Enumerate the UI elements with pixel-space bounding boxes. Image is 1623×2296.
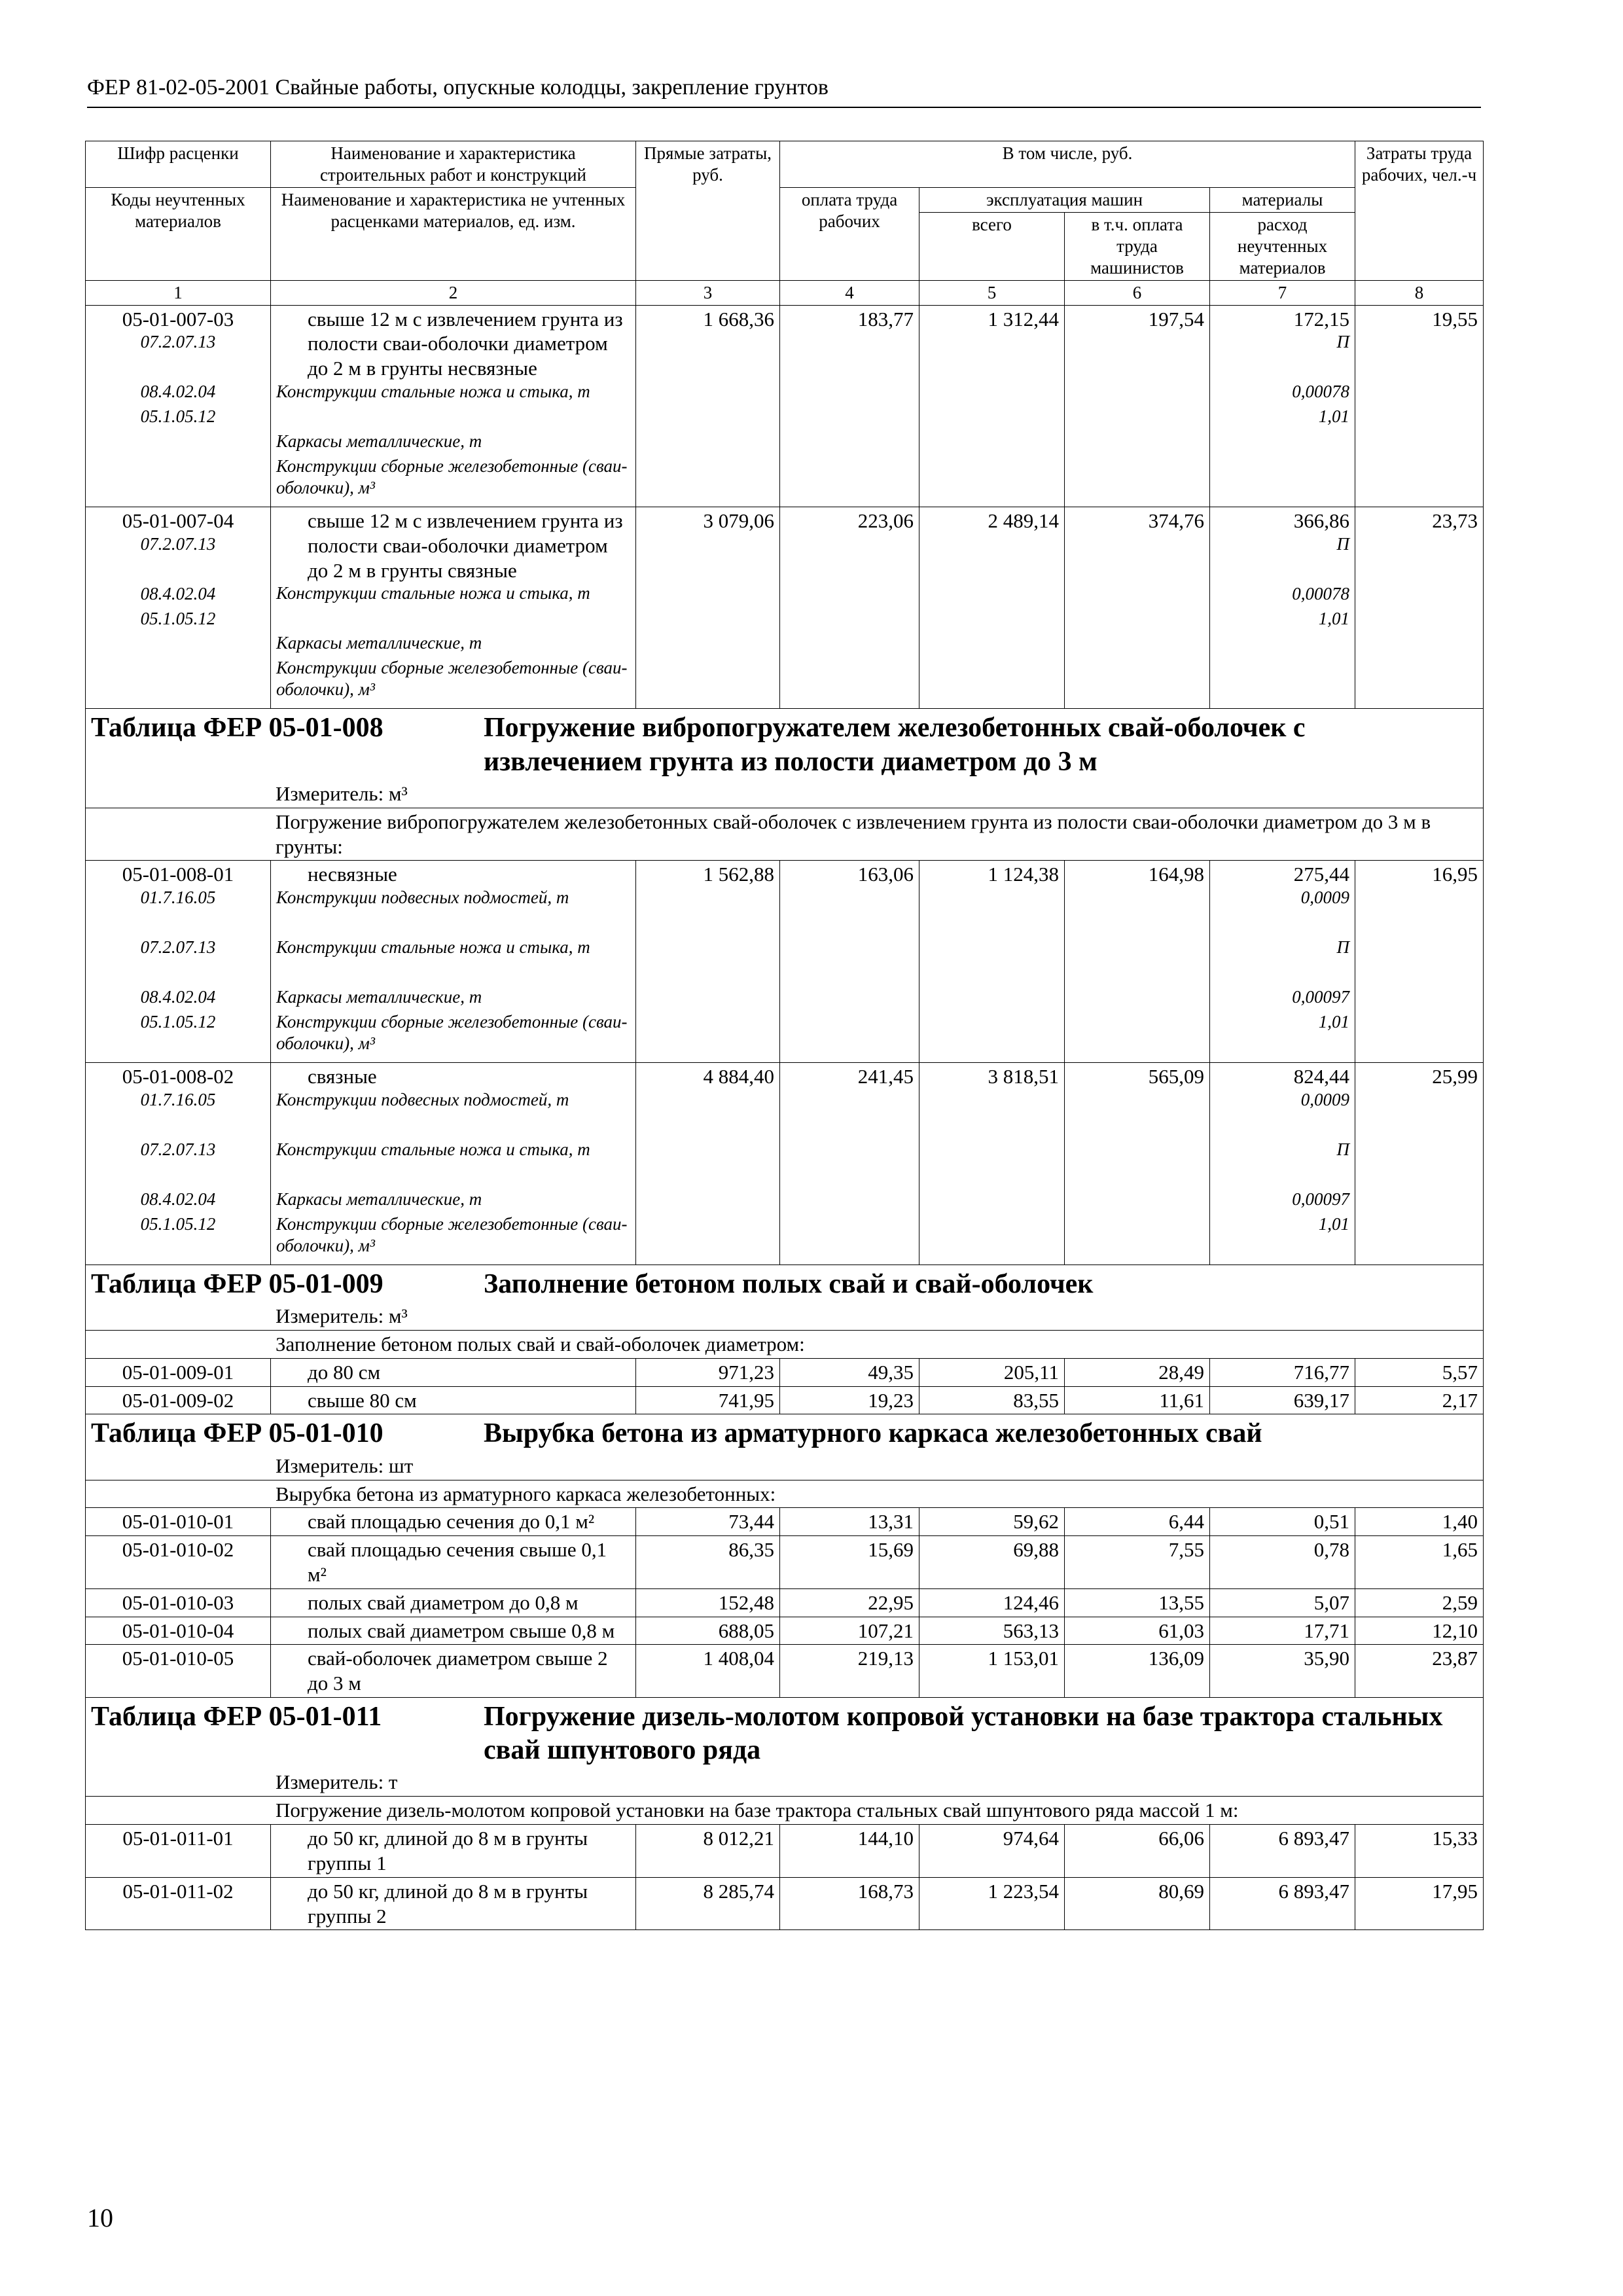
rate-code: 05-01-010-04: [122, 1619, 234, 1642]
rate-row: [86, 1508, 1484, 1536]
col-materials: материалы: [1210, 187, 1355, 212]
labor-cost: 22,95: [780, 1588, 919, 1617]
machines-cost: 69,88: [919, 1536, 1065, 1589]
material-name: Конструкции сборные железобетонные (сваи-оболочки), м³: [276, 456, 628, 497]
rate-code: 05-01-009-01: [122, 1360, 234, 1384]
materials-value: 824,44: [1293, 1065, 1350, 1088]
rate-code-cell: [86, 1645, 271, 1698]
machines-cost: 1 153,01: [919, 1645, 1065, 1698]
direct-cost: 73,44: [636, 1508, 780, 1536]
material-code: 07.2.07.13: [140, 937, 216, 958]
machines-cost: 3 818,51: [919, 1063, 1065, 1265]
col-incl: В том числе, руб.: [780, 141, 1355, 188]
intro-row: [86, 1797, 1484, 1825]
material-consumption: П: [1336, 533, 1350, 554]
labor-cost: 15,69: [780, 1536, 919, 1589]
col-machines-labor: в т.ч. оплата труда машинистов: [1065, 212, 1210, 280]
rate-row: [86, 507, 1484, 709]
worker-hours: 19,55: [1355, 305, 1484, 507]
labor-cost: 241,45: [780, 1063, 919, 1265]
machinist-labor-cost: 197,54: [1065, 305, 1210, 507]
column-number: 6: [1065, 280, 1210, 305]
materials-value: 366,86: [1293, 509, 1350, 532]
labor-cost: 183,77: [780, 305, 919, 507]
materials-cell: [1210, 1645, 1355, 1698]
rate-row: [86, 305, 1484, 507]
machines-cost: 205,11: [919, 1358, 1065, 1386]
labor-cost: 19,23: [780, 1386, 919, 1414]
worker-hours: 16,95: [1355, 861, 1484, 1063]
rate-code-cell: [86, 305, 271, 507]
measure-unit: Измеритель: м³: [86, 780, 1484, 808]
table-name: Погружение дизель-молотом копровой установки на базе трактора стальных свай шпунтового ряда: [484, 1702, 1443, 1766]
material-name: Каркасы металлические, т: [276, 1189, 482, 1209]
materials-value: 275,44: [1293, 863, 1350, 886]
materials-value: 639,17: [1293, 1388, 1350, 1412]
material-name: Конструкции стальные ножа и стыка, т: [276, 1139, 590, 1159]
material-consumption: 0,00078: [1292, 583, 1350, 603]
worker-hours: 15,33: [1355, 1825, 1484, 1878]
materials-cell: [1210, 1617, 1355, 1645]
rate-row: [86, 861, 1484, 1063]
material-consumption: 1,01: [1318, 608, 1350, 628]
direct-cost: 1 668,36: [636, 305, 780, 507]
materials-cell: [1210, 1508, 1355, 1536]
material-code: 07.2.07.13: [140, 1139, 216, 1159]
materials-value: 6 893,47: [1278, 1827, 1350, 1850]
column-number: 2: [271, 280, 636, 305]
materials-cell: [1210, 1825, 1355, 1878]
intro-row: [86, 1480, 1484, 1508]
machinist-labor-cost: 6,44: [1065, 1508, 1210, 1536]
rate-code-cell: [86, 1386, 271, 1414]
rate-name: свай-оболочек диаметром свыше 2 до 3 м: [308, 1647, 608, 1695]
direct-cost: 688,05: [636, 1617, 780, 1645]
table-title: [86, 1265, 1484, 1302]
rate-name-cell: [271, 1386, 636, 1414]
direct-cost: 741,95: [636, 1386, 780, 1414]
material-code: 01.7.16.05: [140, 1089, 216, 1109]
material-code: 08.4.02.04: [140, 1189, 216, 1209]
page-header: ФЕР 81-02-05-2001 Свайные работы, опускные колодцы, закрепление грунтов: [87, 75, 1481, 108]
col-machines-total: всего: [919, 212, 1065, 280]
materials-cell: [1210, 1536, 1355, 1589]
machinist-labor-cost: 136,09: [1065, 1645, 1210, 1698]
material-name: Конструкции подвесных подмостей, т: [276, 888, 569, 908]
worker-hours: 5,57: [1355, 1358, 1484, 1386]
material-name: Конструкции подвесных подмостей, т: [276, 1089, 569, 1109]
material-consumption: 0,0009: [1300, 1089, 1350, 1109]
rate-name: свай площадью сечения до 0,1 м²: [308, 1510, 595, 1534]
rate-name: связные: [308, 1065, 377, 1088]
rate-code-cell: [86, 1877, 271, 1930]
direct-cost: 8 285,74: [636, 1877, 780, 1930]
rate-name: до 50 кг, длиной до 8 м в грунты группы 2: [308, 1879, 588, 1928]
material-code: 05.1.05.12: [140, 1012, 216, 1032]
worker-hours: 1,65: [1355, 1536, 1484, 1589]
table-title-row: [86, 709, 1484, 780]
measure-row: [86, 1302, 1484, 1330]
rate-name: свыше 12 м с извлечением грунта из полости сваи-оболочки диаметром до 2 м в грунты связные: [308, 509, 623, 582]
material-consumption: 1,01: [1318, 406, 1350, 427]
materials-cell: [1210, 1877, 1355, 1930]
materials-value: 716,77: [1293, 1360, 1350, 1384]
page-number: 10: [87, 2203, 113, 2233]
materials-cell: [1210, 1386, 1355, 1414]
table-code: Таблица ФЕР 05-01-008: [91, 713, 383, 744]
column-number: 7: [1210, 280, 1355, 305]
machines-cost: 83,55: [919, 1386, 1065, 1414]
table-code: Таблица ФЕР 05-01-010: [91, 1418, 383, 1449]
table-intro: Вырубка бетона из арматурного каркаса железобетонных:: [86, 1480, 1484, 1508]
rate-code: 05-01-010-01: [122, 1510, 234, 1534]
table-code: Таблица ФЕР 05-01-009: [91, 1268, 383, 1299]
materials-cell: [1210, 507, 1355, 709]
rate-name-cell: [271, 1617, 636, 1645]
material-consumption: 1,01: [1318, 1213, 1350, 1234]
rate-name: свыше 12 м с извлечением грунта из полости сваи-оболочки диаметром до 2 м в грунты несвязные: [308, 307, 623, 380]
direct-cost: 152,48: [636, 1588, 780, 1617]
rate-row: [86, 1588, 1484, 1617]
material-code: 01.7.16.05: [140, 888, 216, 908]
header-row-2: [86, 187, 1484, 212]
table-name: Вырубка бетона из арматурного каркаса железобетонных свай: [484, 1418, 1262, 1449]
machines-cost: 124,46: [919, 1588, 1065, 1617]
table-title: [86, 709, 1484, 780]
rates-table: [85, 141, 1484, 1930]
rate-code-cell: [86, 1588, 271, 1617]
column-number: 1: [86, 280, 271, 305]
rate-code-cell: [86, 1063, 271, 1265]
rate-name-cell: [271, 1508, 636, 1536]
direct-cost: 4 884,40: [636, 1063, 780, 1265]
material-name: Конструкции стальные ножа и стыка, т: [276, 583, 590, 603]
material-consumption: 0,00078: [1292, 382, 1350, 402]
rate-code-cell: [86, 1536, 271, 1589]
material-consumption: П: [1336, 937, 1350, 958]
direct-cost: 86,35: [636, 1536, 780, 1589]
measure-row: [86, 1452, 1484, 1480]
rate-name: полых свай диаметром свыше 0,8 м: [308, 1619, 615, 1642]
col-workers: Затраты труда рабочих, чел.-ч: [1355, 141, 1484, 281]
rate-name-cell: [271, 1536, 636, 1589]
machines-cost: 563,13: [919, 1617, 1065, 1645]
rate-code: 05-01-011-02: [122, 1879, 234, 1903]
rate-code: 05-01-007-03: [122, 307, 234, 331]
worker-hours: 1,40: [1355, 1508, 1484, 1536]
material-name: Каркасы металлические, т: [276, 633, 482, 653]
rate-code-cell: [86, 1358, 271, 1386]
material-name: Конструкции стальные ножа и стыка, т: [276, 382, 590, 401]
rate-code: 05-01-008-02: [122, 1065, 234, 1088]
material-code: 07.2.07.13: [140, 332, 216, 352]
col-codes: Коды неучтенных материалов: [86, 187, 271, 280]
rate-row: [86, 1386, 1484, 1414]
table-title-row: [86, 1698, 1484, 1769]
machines-cost: 2 489,14: [919, 507, 1065, 709]
rate-code: 05-01-008-01: [122, 863, 234, 886]
column-number: 8: [1355, 280, 1484, 305]
material-name: Конструкции сборные железобетонные (сваи-оболочки), м³: [276, 658, 628, 700]
rate-code: 05-01-009-02: [122, 1388, 234, 1412]
rate-row: [86, 1536, 1484, 1589]
rate-name: свай площадью сечения свыше 0,1 м²: [308, 1538, 607, 1586]
material-name: Конструкции сборные железобетонные (сваи-оболочки), м³: [276, 1213, 628, 1255]
material-consumption: П: [1336, 1139, 1350, 1159]
material-code: 05.1.05.12: [140, 1213, 216, 1234]
labor-cost: 223,06: [780, 507, 919, 709]
material-code: 08.4.02.04: [140, 987, 216, 1007]
rate-code-cell: [86, 1508, 271, 1536]
material-consumption: 0,0009: [1300, 888, 1350, 908]
material-code: 08.4.02.04: [140, 583, 216, 603]
rate-name: полых свай диаметром до 0,8 м: [308, 1590, 579, 1614]
materials-value: 0,51: [1313, 1510, 1350, 1534]
rate-name: свыше 80 см: [308, 1388, 417, 1412]
labor-cost: 168,73: [780, 1877, 919, 1930]
rate-code-cell: [86, 861, 271, 1063]
materials-value: 5,07: [1313, 1590, 1350, 1614]
machinist-labor-cost: 66,06: [1065, 1825, 1210, 1878]
col-materials-unacc: расход неучтенных материалов: [1210, 212, 1355, 280]
table-title: [86, 1698, 1484, 1769]
col-labor: оплата труда рабочих: [780, 187, 919, 280]
material-code: 07.2.07.13: [140, 533, 216, 554]
rate-name-cell: [271, 305, 636, 507]
column-numbers-row: [86, 280, 1484, 305]
material-consumption: 1,01: [1318, 1012, 1350, 1032]
rate-row: [86, 1358, 1484, 1386]
header-row-1: [86, 141, 1484, 188]
rate-code: 05-01-010-05: [122, 1647, 234, 1670]
column-number: 5: [919, 280, 1065, 305]
machinist-labor-cost: 565,09: [1065, 1063, 1210, 1265]
material-code: 05.1.05.12: [140, 406, 216, 427]
rate-name-cell: [271, 1358, 636, 1386]
table-intro: Заполнение бетоном полых свай и свай-оболочек диаметром:: [86, 1331, 1484, 1359]
table-title-row: [86, 1414, 1484, 1452]
measure-row: [86, 1768, 1484, 1796]
labor-cost: 163,06: [780, 861, 919, 1063]
intro-row: [86, 1331, 1484, 1359]
rate-name: до 80 см: [308, 1360, 381, 1384]
machinist-labor-cost: 61,03: [1065, 1617, 1210, 1645]
rate-code: 05-01-007-04: [122, 509, 234, 532]
rate-row: [86, 1645, 1484, 1698]
col-name-top: Наименование и характеристика строительных работ и конструкций: [271, 141, 636, 188]
table-intro: Погружение дизель-молотом копровой установки на базе трактора стальных свай шпунтового ряда массой 1 м:: [86, 1797, 1484, 1825]
rate-name-cell: [271, 1063, 636, 1265]
materials-cell: [1210, 1588, 1355, 1617]
rate-name-cell: [271, 507, 636, 709]
rate-row: [86, 1825, 1484, 1878]
rate-code-cell: [86, 1825, 271, 1878]
worker-hours: 12,10: [1355, 1617, 1484, 1645]
direct-cost: 8 012,21: [636, 1825, 780, 1878]
rate-row: [86, 1877, 1484, 1930]
rate-name: до 50 кг, длиной до 8 м в грунты группы 1: [308, 1827, 588, 1874]
materials-cell: [1210, 1358, 1355, 1386]
column-number: 3: [636, 280, 780, 305]
materials-cell: [1210, 1063, 1355, 1265]
labor-cost: 107,21: [780, 1617, 919, 1645]
labor-cost: 219,13: [780, 1645, 919, 1698]
material-consumption: П: [1336, 332, 1350, 352]
material-code: 05.1.05.12: [140, 608, 216, 628]
material-name: Конструкции стальные ножа и стыка, т: [276, 937, 590, 958]
direct-cost: 1 408,04: [636, 1645, 780, 1698]
rate-row: [86, 1617, 1484, 1645]
table-title-row: [86, 1265, 1484, 1302]
rate-name-cell: [271, 1645, 636, 1698]
worker-hours: 25,99: [1355, 1063, 1484, 1265]
labor-cost: 13,31: [780, 1508, 919, 1536]
measure-row: [86, 780, 1484, 808]
material-consumption: 0,00097: [1292, 987, 1350, 1007]
labor-cost: 49,35: [780, 1358, 919, 1386]
machines-cost: 1 223,54: [919, 1877, 1065, 1930]
rate-code: 05-01-010-02: [122, 1538, 234, 1562]
measure-unit: Измеритель: т: [86, 1768, 1484, 1796]
machinist-labor-cost: 7,55: [1065, 1536, 1210, 1589]
machines-cost: 1 312,44: [919, 305, 1065, 507]
table-title: [86, 1414, 1484, 1452]
machinist-labor-cost: 164,98: [1065, 861, 1210, 1063]
rate-name-cell: [271, 1588, 636, 1617]
materials-value: 172,15: [1293, 307, 1350, 331]
materials-cell: [1210, 861, 1355, 1063]
direct-cost: 1 562,88: [636, 861, 780, 1063]
machines-cost: 974,64: [919, 1825, 1065, 1878]
material-name: Каркасы металлические, т: [276, 431, 482, 451]
measure-unit: Измеритель: м³: [86, 1302, 1484, 1330]
machines-cost: 59,62: [919, 1508, 1065, 1536]
intro-row: [86, 808, 1484, 861]
materials-value: 17,71: [1304, 1619, 1350, 1642]
rate-code: 05-01-011-01: [122, 1827, 234, 1850]
rate-name: несвязные: [308, 863, 397, 886]
rate-code-cell: [86, 507, 271, 709]
materials-cell: [1210, 305, 1355, 507]
worker-hours: 2,59: [1355, 1588, 1484, 1617]
direct-cost: 971,23: [636, 1358, 780, 1386]
worker-hours: 2,17: [1355, 1386, 1484, 1414]
table-intro: Погружение вибропогружателем железобетонных свай-оболочек с извлечением грунта из полости сваи-оболочки диаметром до 3 м в грунты:: [86, 808, 1484, 861]
rate-code: 05-01-010-03: [122, 1590, 234, 1614]
machinist-labor-cost: 13,55: [1065, 1588, 1210, 1617]
machinist-labor-cost: 28,49: [1065, 1358, 1210, 1386]
materials-value: 0,78: [1313, 1538, 1350, 1562]
col-machines: эксплуатация машин: [919, 187, 1210, 212]
table-code: Таблица ФЕР 05-01-011: [91, 1702, 382, 1732]
table-name: Заполнение бетоном полых свай и свай-оболочек: [484, 1268, 1094, 1299]
col-direct: Прямые затраты, руб.: [636, 141, 780, 281]
rate-name-cell: [271, 861, 636, 1063]
table-name: Погружение вибропогружателем железобетонных свай-оболочек с извлечением грунта из полости диаметром до 3 м: [484, 713, 1306, 777]
rate-name-cell: [271, 1825, 636, 1878]
machinist-labor-cost: 11,61: [1065, 1386, 1210, 1414]
machinist-labor-cost: 374,76: [1065, 507, 1210, 709]
material-name: Каркасы металлические, т: [276, 987, 482, 1007]
labor-cost: 144,10: [780, 1825, 919, 1878]
column-number: 4: [780, 280, 919, 305]
materials-value: 35,90: [1304, 1647, 1350, 1670]
worker-hours: 17,95: [1355, 1877, 1484, 1930]
material-code: 08.4.02.04: [140, 382, 216, 402]
rate-name-cell: [271, 1877, 636, 1930]
material-name: Конструкции сборные железобетонные (сваи-оболочки), м³: [276, 1012, 628, 1054]
worker-hours: 23,73: [1355, 507, 1484, 709]
machinist-labor-cost: 80,69: [1065, 1877, 1210, 1930]
materials-value: 6 893,47: [1278, 1879, 1350, 1903]
rate-row: [86, 1063, 1484, 1265]
worker-hours: 23,87: [1355, 1645, 1484, 1698]
machines-cost: 1 124,38: [919, 861, 1065, 1063]
col-shifr: Шифр расценки: [86, 141, 271, 188]
material-consumption: 0,00097: [1292, 1189, 1350, 1209]
measure-unit: Измеритель: шт: [86, 1452, 1484, 1480]
rate-code-cell: [86, 1617, 271, 1645]
col-name-bottom: Наименование и характеристика не учтенных расценками материалов, ед. изм.: [271, 187, 636, 280]
direct-cost: 3 079,06: [636, 507, 780, 709]
